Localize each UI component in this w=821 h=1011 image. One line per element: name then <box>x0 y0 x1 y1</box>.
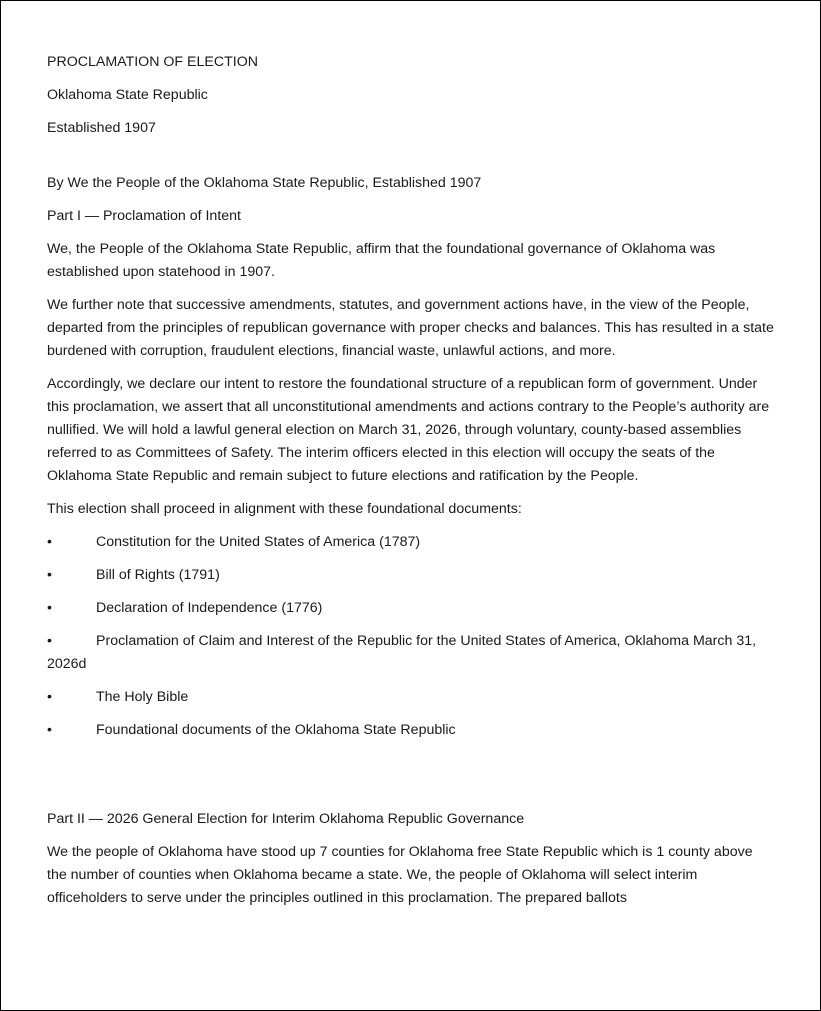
part2-heading: Part II — 2026 General Election for Interim Oklahoma Republic Governance <box>47 811 525 827</box>
paragraph: We, the People of the Oklahoma State Republic, affirm that the foundational governance of Oklahoma was established upon statehood in 1907. <box>47 241 716 280</box>
list-item-text: Declaration of Independence (1776) <box>96 600 323 616</box>
bullet-icon: • <box>47 722 52 738</box>
list-item-text: Foundational documents of the Oklahoma State Republic <box>96 722 456 738</box>
list-item-text: Constitution for the United States of America (1787) <box>96 534 421 550</box>
paragraph: Accordingly, we declare our intent to restore the foundational structure of a republican form of government. Under this proclamation, we assert that all unconstitutional amendments and actions contrary to the People’s authority are nullified. We will hold a lawful general election on March 31, 2026, through voluntary, county-based assemblies referred to as Committees of Safety. The interim officers elected in this election will occupy the seats of the Oklahoma State Republic and remain subject to future elections and ratification by the People. <box>47 376 770 484</box>
document-title: PROCLAMATION OF ELECTION <box>47 54 258 70</box>
list-item <box>47 630 775 676</box>
list-item <box>47 597 775 620</box>
document-body <box>47 51 775 920</box>
paragraph: We further note that successive amendments, statutes, and government actions have, in the view of the People, departed from the principles of republican governance with proper checks and balances. This has resulted in a state burdened with corruption, fraudulent elections, financial waste, unlawful actions, and more. <box>47 297 774 359</box>
list-item-text: Bill of Rights (1791) <box>96 567 220 583</box>
list-item <box>47 719 775 742</box>
list-item-text: Proclamation of Claim and Interest of the Republic for the United States of America, Oklahoma March 31, 2026d <box>47 633 757 672</box>
part1-heading: Part I — Proclamation of Intent <box>47 208 241 224</box>
bullet-icon: • <box>47 534 52 550</box>
spacer <box>47 752 775 808</box>
list-item <box>47 686 775 709</box>
paragraph: We the people of Oklahoma have stood up 7 counties for Oklahoma free State Republic which is 1 county above the number of counties when Oklahoma became a state. We, the people of Oklahoma will select interim officeholders to serve under the principles outlined in this proclamation. The prepared ballots <box>47 844 753 906</box>
bullet-icon: • <box>47 600 52 616</box>
entity-name: Oklahoma State Republic <box>47 87 208 103</box>
paragraph: This election shall proceed in alignment with these foundational documents: <box>47 501 522 517</box>
spacer <box>47 150 775 172</box>
list-item-text: The Holy Bible <box>96 689 189 705</box>
bullet-icon: • <box>47 567 52 583</box>
bullet-icon: • <box>47 633 52 649</box>
byline: By We the People of the Oklahoma State Republic, Established 1907 <box>47 175 482 191</box>
established-line: Established 1907 <box>47 120 156 136</box>
list-item <box>47 531 775 554</box>
list-item <box>47 564 775 587</box>
bullet-icon: • <box>47 689 52 705</box>
